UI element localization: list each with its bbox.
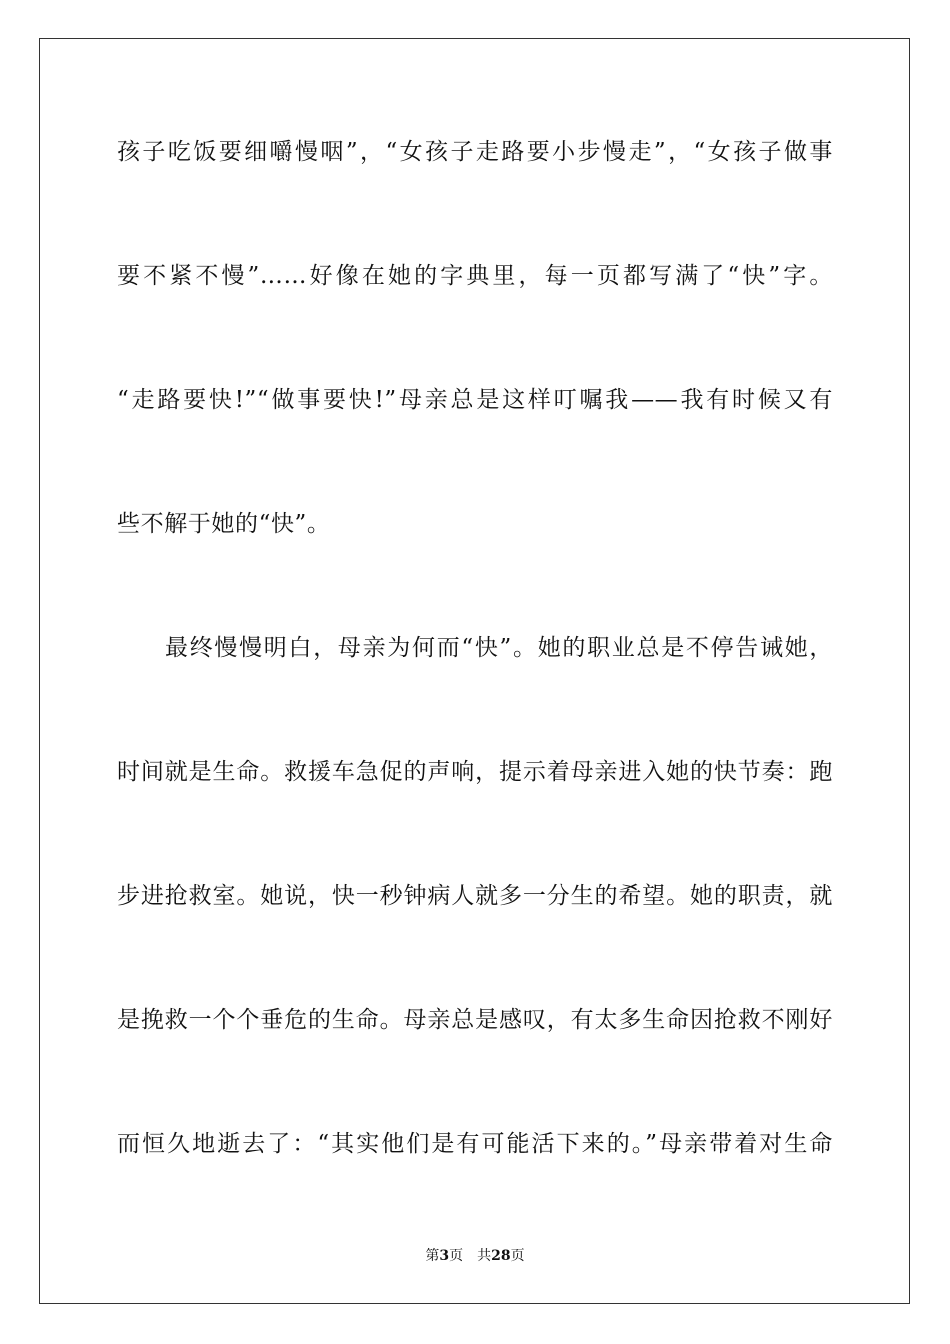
body-text-line: 而恒久地逝去了：“其实他们是有可能活下来的。”母亲带着对生命 [117, 1131, 833, 1157]
body-text-line: 孩子吃饭要细嚼慢咽”，“女孩子走路要小步慢走”，“女孩子做事 [117, 139, 833, 165]
page-suffix: 页 [449, 1248, 464, 1264]
body-text-line: 些不解于她的“快”。 [117, 511, 331, 537]
body-text-line: 是挽救一个个垂危的生命。母亲总是感叹，有太多生命因抢救不刚好 [117, 1007, 833, 1033]
total-prefix: 共 [477, 1248, 492, 1264]
total-page-count: 28 [491, 1248, 511, 1264]
body-text-line: “走路要快!”“做事要快!”母亲总是这样叮嘱我——我有时候又有 [117, 387, 833, 413]
body-text-line: 时间就是生命。救援车急促的声响，提示着母亲进入她的快节奏：跑 [117, 759, 833, 785]
body-text-line: 要不紧不慢”……好像在她的字典里，每一页都写满了“快”字。 [117, 263, 833, 289]
page-border [39, 38, 910, 1304]
total-suffix: 页 [510, 1248, 525, 1264]
page-prefix: 第 [425, 1248, 440, 1264]
page-footer [0, 1247, 950, 1265]
body-text-line: 步进抢救室。她说，快一秒钟病人就多一分生的希望。她的职责，就 [117, 883, 833, 909]
current-page-number: 3 [439, 1248, 450, 1264]
paragraph-first-line: 最终慢慢明白，母亲为何而“快”。她的职业总是不停告诫她， [165, 635, 833, 661]
